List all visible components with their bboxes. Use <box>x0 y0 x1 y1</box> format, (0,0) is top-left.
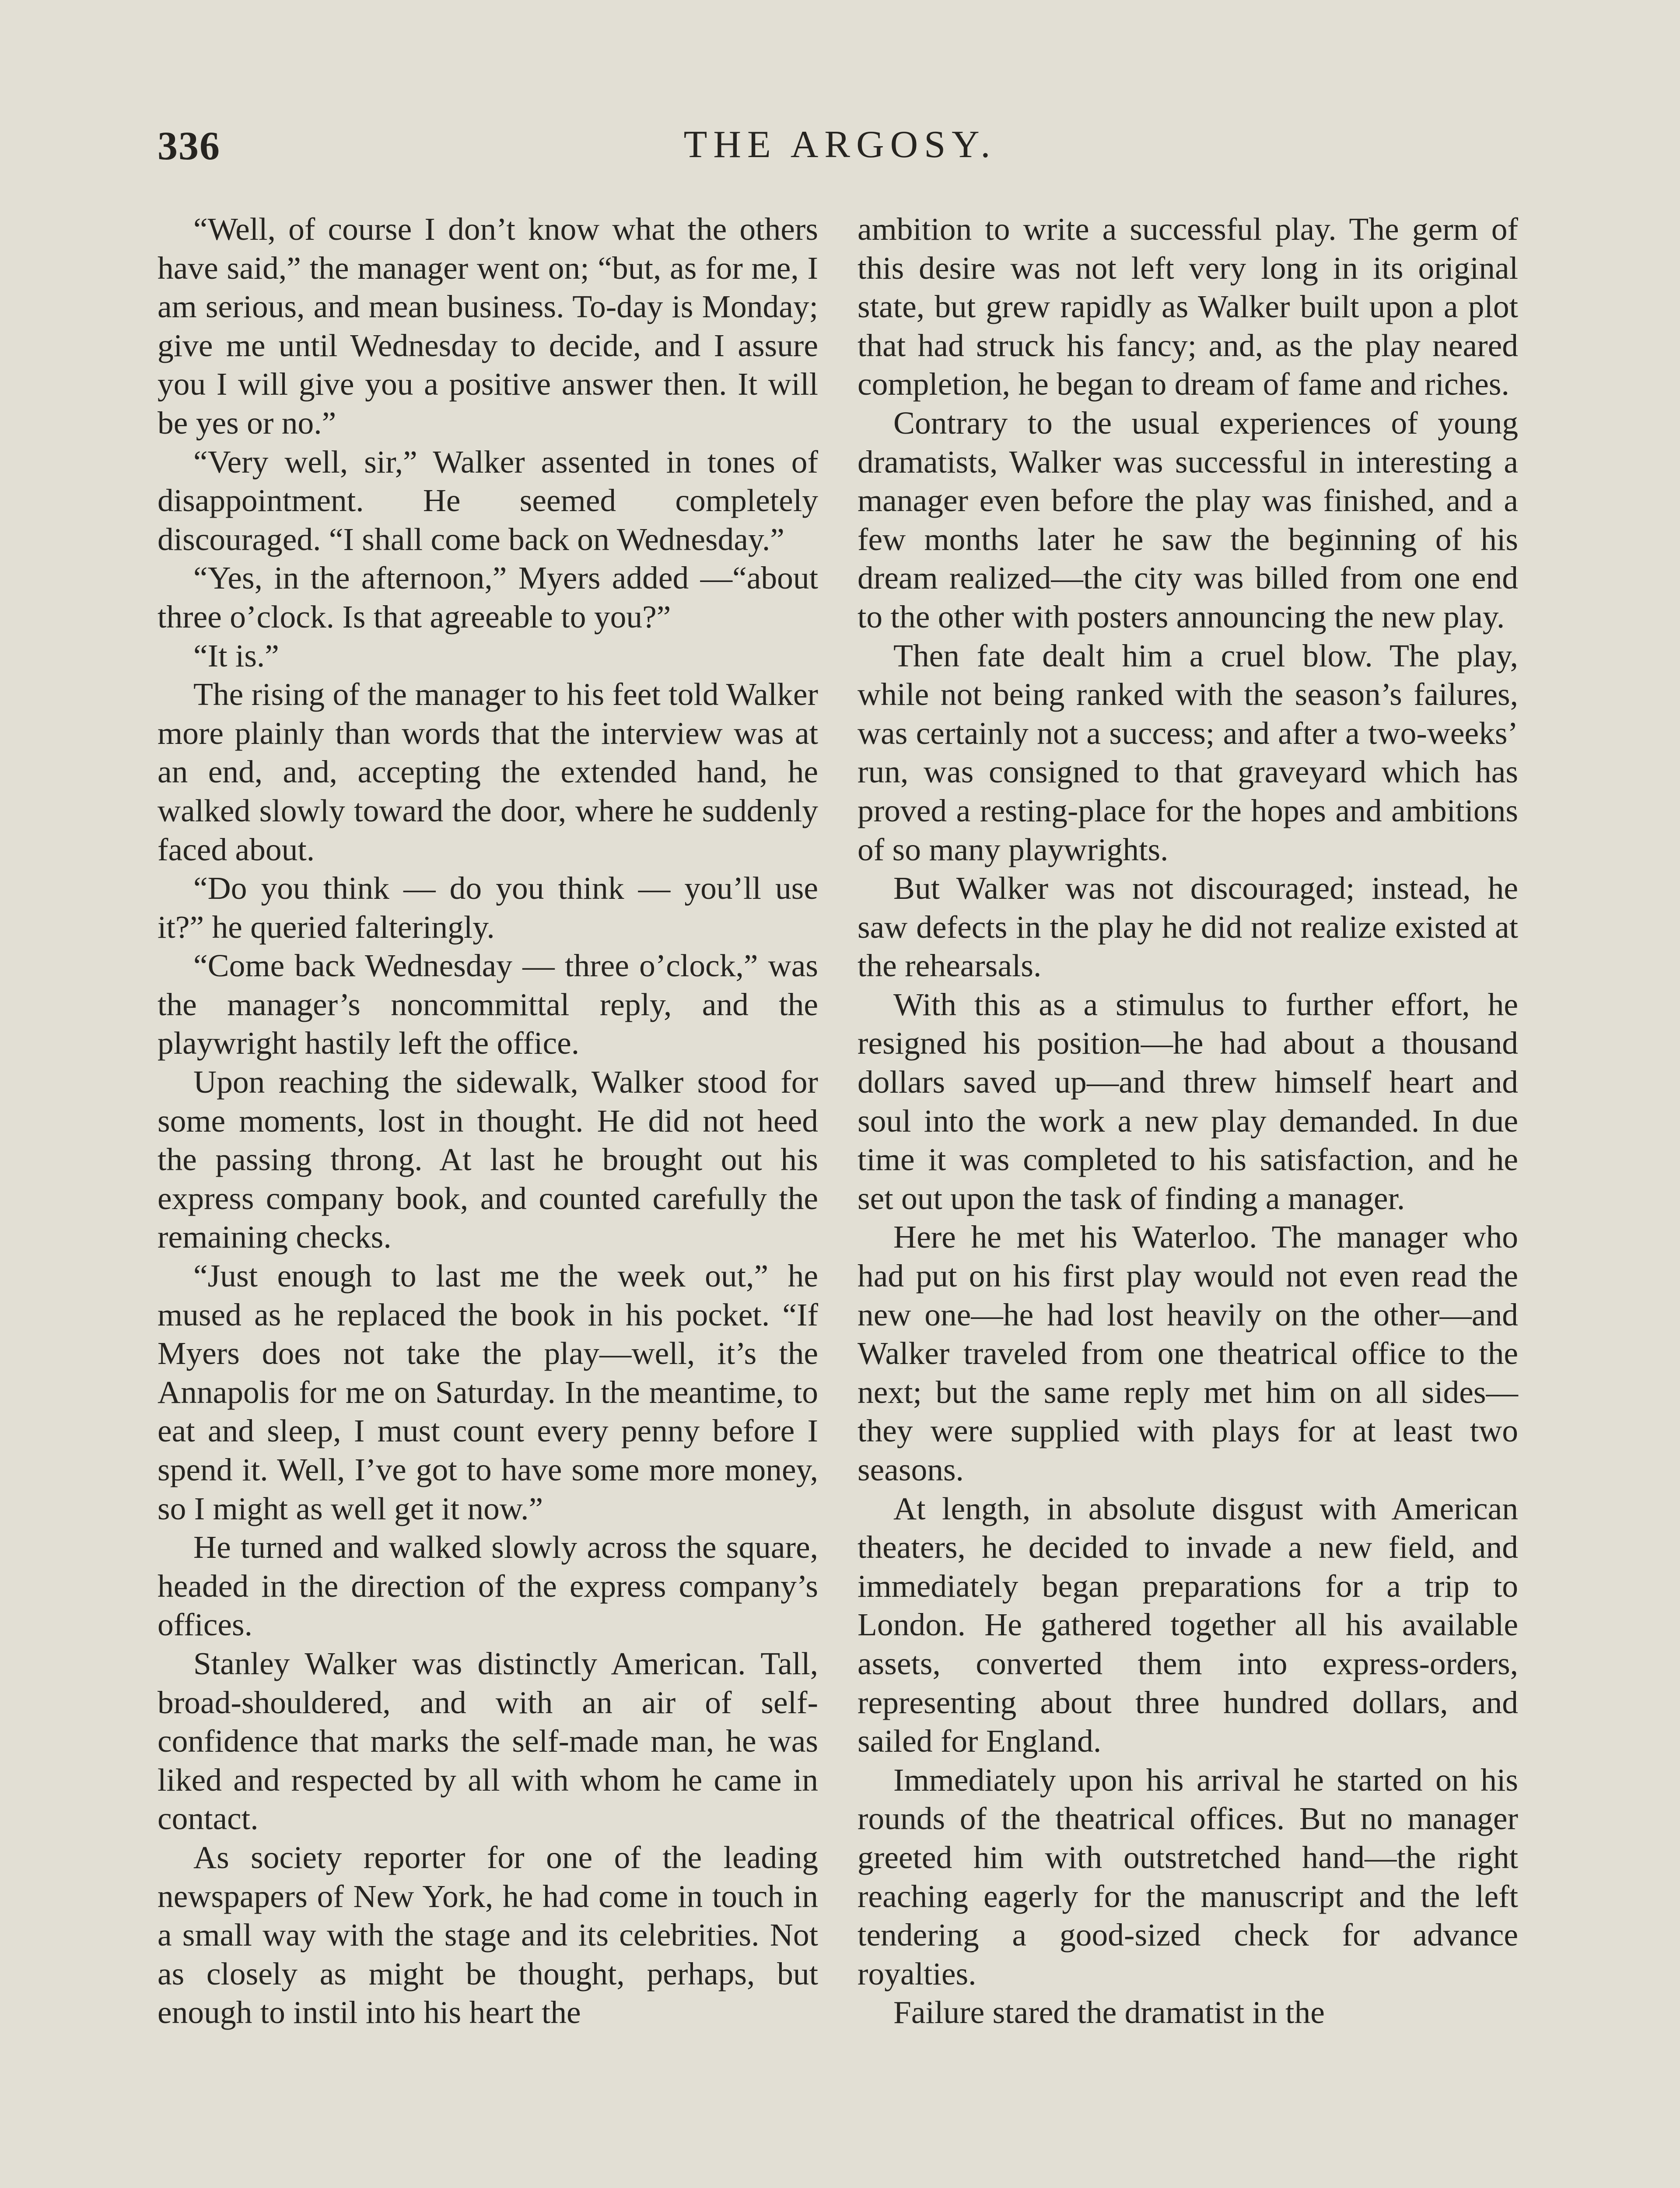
paragraph: “Come back Wednesday — three o’clock,” was the manager’s noncommittal reply, and the playwright hastily left the office. <box>158 948 818 1061</box>
running-head: THE ARGOSY. <box>683 123 997 166</box>
paragraph: “Do you think — do you think — you’ll use it?” he queried falteringly. <box>158 870 818 945</box>
paragraph: The rising of the manager to his feet told Walker more plainly than words that the interview was at an end, and, accepting the extended hand, he walked slowly toward the door, where he suddenly faced about. <box>158 677 818 867</box>
paragraph: As society reporter for one of the leading newspapers of New York, he had come in touch in a small way with the stage and its celebrities. Not as closely as might be thought, perhaps, but enough to instil into his heart the <box>158 1839 818 2030</box>
paragraph: “Yes, in the afternoon,” Myers added —“about three o’clock. Is that agreeable to you?” <box>158 560 818 635</box>
paragraph: Then fate dealt him a cruel blow. The play, while not being ranked with the season’s failures, was certainly not a success; and after a two-weeks’ run, was consigned to that graveyard which has proved a resting-place for the hopes and ambitions of so many playwrights. <box>858 638 1518 867</box>
paragraph: Failure stared the dramatist in the <box>893 1995 1325 2030</box>
paragraph: Stanley Walker was distinctly American. Tall, broad-shouldered, and with an air of self-confidence that marks the self-made man, he was liked and respected by all with whom he came in contact. <box>158 1645 818 1837</box>
paragraph: Contrary to the usual experiences of young dramatists, Walker was successful in interesting a manager even before the play was finished, and a few months later he saw the beginning of his dream realized—the city was billed from one end to the other with posters announcing the new play. <box>858 405 1518 635</box>
left-column <box>158 210 818 2032</box>
page-number: 336 <box>158 123 220 168</box>
paragraph: Here he met his Waterloo. The manager who had put on his first play would not even read the new one—he had lost heavily on the other—and Walker traveled from one theatrical office to the next; but the same reply met him on all sides—they were supplied with plays for at least two seasons. <box>858 1219 1518 1487</box>
paragraph: “Just enough to last me the week out,” he mused as he replaced the book in his pocket. “If Myers does not take the play—well, it’s the Annapolis for me on Saturday. In the meantime, to eat and sleep, I must count every penny before I spend it. Well, I’ve got to have some more money, so I might as well get it now.” <box>158 1258 818 1526</box>
paragraph: He turned and walked slowly across the square, headed in the direction of the express company’s offices. <box>158 1529 818 1643</box>
right-column <box>858 210 1518 2032</box>
paragraph: With this as a stimulus to further effort, he resigned his position—he had about a thousand dollars saved up—and threw himself heart and soul into the work a new play demanded. In due time it was completed to his satisfaction, and he set out upon the task of finding a manager. <box>858 986 1518 1216</box>
paragraph: “Very well, sir,” Walker assented in tones of disappointment. He seemed completely discouraged. “I shall come back on Wednesday.” <box>158 444 818 557</box>
page-header <box>158 123 1522 184</box>
paragraph: At length, in absolute disgust with American theaters, he decided to invade a new field, and immediately began preparations for a trip to London. He gathered together all his available assets, converted them into express-orders, representing about three hundred dollars, and sailed for England. <box>858 1490 1518 1759</box>
continued-paragraph: ambition to write a successful play. The germ of this desire was not left very long in its original state, but grew rapidly as Walker built upon a plot that had struck his fancy; and, as the play neared completion, he began to dream of fame and riches. <box>858 211 1518 402</box>
paragraph: “It is.” <box>193 638 279 673</box>
paragraph: Upon reaching the sidewalk, Walker stood for some moments, lost in thought. He did not heed the passing throng. At last he brought out his express company book, and counted carefully the remaining checks. <box>158 1064 818 1255</box>
paragraph: But Walker was not discouraged; instead, he saw defects in the play he did not realize existed at the rehearsals. <box>858 870 1518 984</box>
paragraph: “Well, of course I don’t know what the others have said,” the manager went on; “but, as for me, I am serious, and mean business. To-day is Monday; give me until Wednesday to decide, and I assure you I will give you a positive answer then. It will be yes or no.” <box>158 211 818 441</box>
paragraph: Immediately upon his arrival he started on his rounds of the theatrical offices. But no manager greeted him with outstretched hand—the right reaching eagerly for the manuscript and the left tendering a good-sized check for advance royalties. <box>858 1762 1518 1992</box>
